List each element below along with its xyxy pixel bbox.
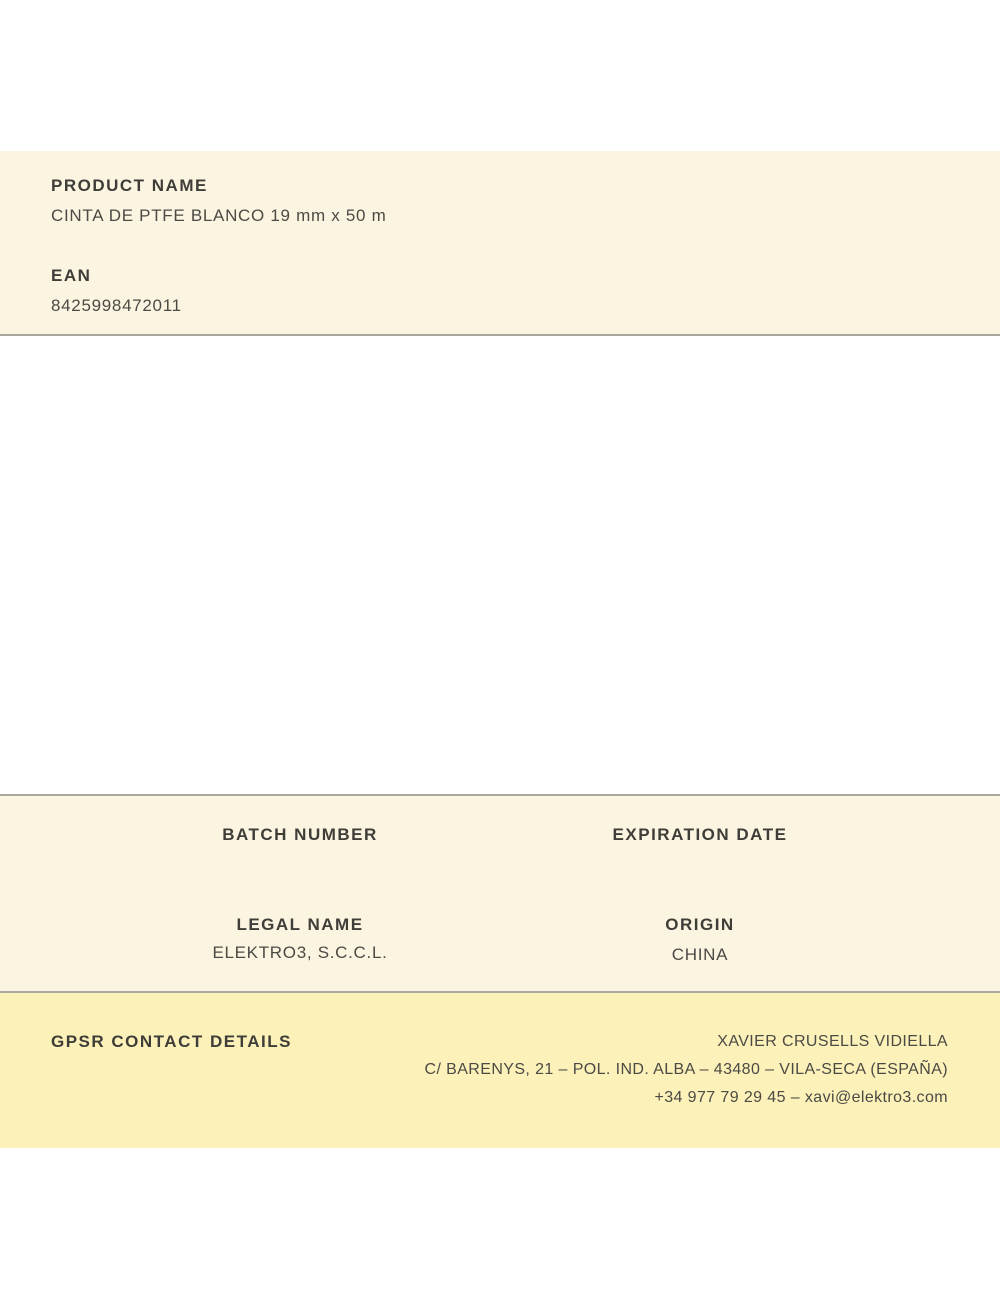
gpsr-contact-block xyxy=(425,1033,949,1117)
ean-label: EAN xyxy=(51,266,92,285)
product-info-section xyxy=(0,151,1000,336)
gpsr-contact-details-label: GPSR CONTACT DETAILS xyxy=(51,1032,292,1051)
gpsr-contact-phone-email: +34 977 79 29 45 – xavi@elektro3.com xyxy=(654,1089,948,1106)
traceability-section xyxy=(0,794,1000,993)
origin-label: ORIGIN xyxy=(665,915,735,934)
origin-value: CHINA xyxy=(671,945,729,964)
legal-name-label: LEGAL NAME xyxy=(236,915,364,934)
legal-name-value: ELEKTRO3, S.C.C.L. xyxy=(212,943,388,962)
product-name-value: CINTA DE PTFE BLANCO 19 mm x 50 m xyxy=(51,206,387,225)
expiration-date-label: EXPIRATION DATE xyxy=(612,825,788,844)
product-name-label: PRODUCT NAME xyxy=(51,176,208,195)
gpsr-contact-name: XAVIER CRUSELLS VIDIELLA xyxy=(717,1033,948,1050)
gpsr-contact-section xyxy=(0,993,1000,1148)
batch-number-label: BATCH NUMBER xyxy=(222,825,378,844)
gpsr-contact-address: C/ BARENYS, 21 – POL. IND. ALBA – 43480 – VILA-SECA (ESPAÑA) xyxy=(424,1061,948,1078)
traceability-grid xyxy=(100,796,900,991)
ean-value: 8425998472011 xyxy=(51,296,182,315)
